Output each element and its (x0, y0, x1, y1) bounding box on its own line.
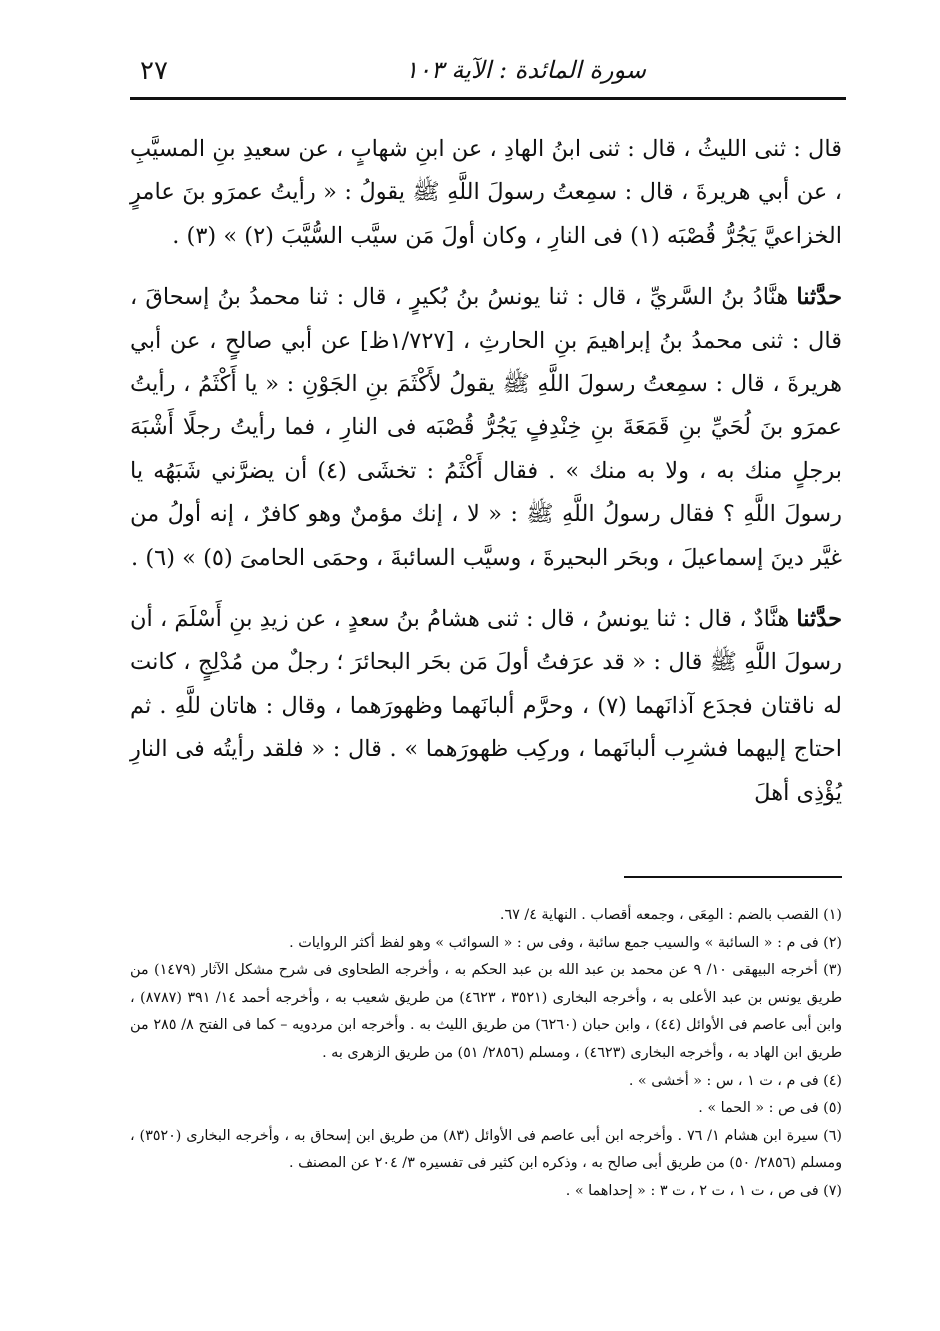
paragraph-lead: حدَّثنا (796, 606, 842, 633)
footnote: (٥) فى ص : « الحما » . (698, 1100, 842, 1117)
footnote: (٦) سيرة ابن هشام ١/ ٧٦ . وأخرجه ابن أبى عاصم فى الأوائل (٨٣) من طريق ابن إسحاق به ، وأخرجه البخارى (٣٥٢٠) ، ومسلم (٢٨٥٦/ ٥٠) من طريق أبى صالح به ، وذكره ابن كثير فى تفسيره ٣/ ٢٠٤ عن المصنف . (130, 1127, 842, 1172)
footnote-separator (624, 876, 842, 878)
footnote: (٣) أخرجه البيهقى ١٠/ ٩ عن محمد بن عبد الله بن عبد الحكم به ، وأخرجه الطحاوى فى شرح مشكل الآثار (١٤٧٩) من طريق يونس بن عبد الأعلى به ، وأخرجه البخارى (٣٥٢١ ، ٤٦٢٣) من طريق شعيب به ، وأخرجه أحمد ١٤/ ٣٩١ (٨٧٨٧) ، وابن أبى عاصم فى الأوائل (٤٤) ، وابن حبان (٦٢٦٠) من طريق الليث به . وأخرجه ابن مردويه – كما فى الفتح ٨/ ٢٨٥ من طريق ابن الهاد به ، وأخرجه البخارى (٤٦٢٣) ، ومسلم (٢٨٥٦/ ٥١) من طريق الزهرى به . (130, 962, 842, 1061)
header-rule (130, 97, 846, 100)
header-title: سورة المائدة : الآية ١٠٣ (405, 56, 646, 84)
paragraph (130, 598, 842, 815)
paragraph-text: قال : ثنى الليثُ ، قال : ثنى ابنُ الهادِ ، عن ابنِ شهابٍ ، عن سعيدِ بنِ المسيَّبِ ، عن أبي هريرةَ ، قال : سمِعتُ رسولَ اللَّهِ ﷺ يقولُ : « رأيتُ عمرَو بنَ عامرٍ الخزاعيَّ يَجُرُّ قُصْبَه (١) فى النارِ ، وكان أولَ مَن سيَّب السُّيَّبَ (٢) » (٣) . (130, 136, 842, 249)
page-number: ٢٧ (140, 56, 168, 86)
paragraph (130, 276, 842, 580)
footnote: (٤) فى م ، ت ١ ، س : « أخشى » . (628, 1072, 842, 1089)
footnotes (130, 902, 842, 1206)
footnote: (٧) فى ص ، ت ١ ، ت ٢ ، ت ٣ : « إحداهما » . (565, 1182, 842, 1199)
footnote: (٢) فى م : « السائبة » والسيب جمع سائبة ، وفى س : « السوائب » وهو لفظ أكثر الروايات . (289, 934, 842, 951)
main-text (130, 128, 842, 833)
paragraph-text: هنَّادٌ ، قال : ثنا يونسُ ، قال : ثنى هشامُ بنُ سعدٍ ، عن زيدِ بنِ أَسْلَمَ ، أن رسولَ اللَّهِ ﷺ قال : « قد عرَفتُ أولَ مَن بحَر البحائرَ ؛ رجلٌ من مُدْلِجٍ ، كانت له ناقتان فجدَع آذانَهما (٧) ، وحرَّم ألبانَهما وظهورَهما ، وقال : هاتان للَّهِ . ثم احتاج إليهما فشرِب ألبانَهما ، وركِب ظهورَهما » . قال : « فلقد رأيتُه فى النارِ يُؤْذِى أهلَ (130, 606, 842, 806)
footnote: (١) القصب بالضم : المِعَى ، وجمعه أقصاب . النهاية ٤/ ٦٧. (499, 907, 842, 923)
running-header (130, 46, 846, 100)
paragraph (130, 128, 842, 258)
paragraph-text: هنَّادُ بنُ السَّريِّ ، قال : ثنا يونسُ بنُ بُكيرٍ ، قال : ثنا محمدُ بنُ إسحاقَ ، قال : ثنى محمدُ بنُ إبراهيمَ بنِ الحارثِ ، [١/٧٢٧ظ] عن أبي صالحٍ ، عن أبي هريرةَ ، قال : سمِعتُ رسولَ اللَّهِ ﷺ يقولُ لأَكْثَمَ بنِ الجَوْنِ : « يا أَكْثَمُ ، رأيتُ عمرَو بنَ لُحَيِّ بنِ قَمَعَةَ بنِ خِنْدِفٍ يَجُرُّ قُصْبَه فى النارِ ، فما رأيتُ رجلًا أَشْبَهَ برجلٍ منك به ، ولا به منك » . فقال أَكْثَمُ : تخشَى (٤) أن يضرَّني شَبَهُه يا رسولَ اللَّهِ ؟ فقال رسولُ اللَّهِ ﷺ : « لا ، إنك مؤمنٌ وهو كافرٌ ، إنه أولُ من غيَّر دينَ إسماعيلَ ، وبحَر البحيرةَ ، وسيَّب السائبةَ ، وحمَى الحامىَ (٥) » (٦) . (130, 284, 843, 571)
paragraph-lead: حدَّثنا (796, 284, 842, 311)
